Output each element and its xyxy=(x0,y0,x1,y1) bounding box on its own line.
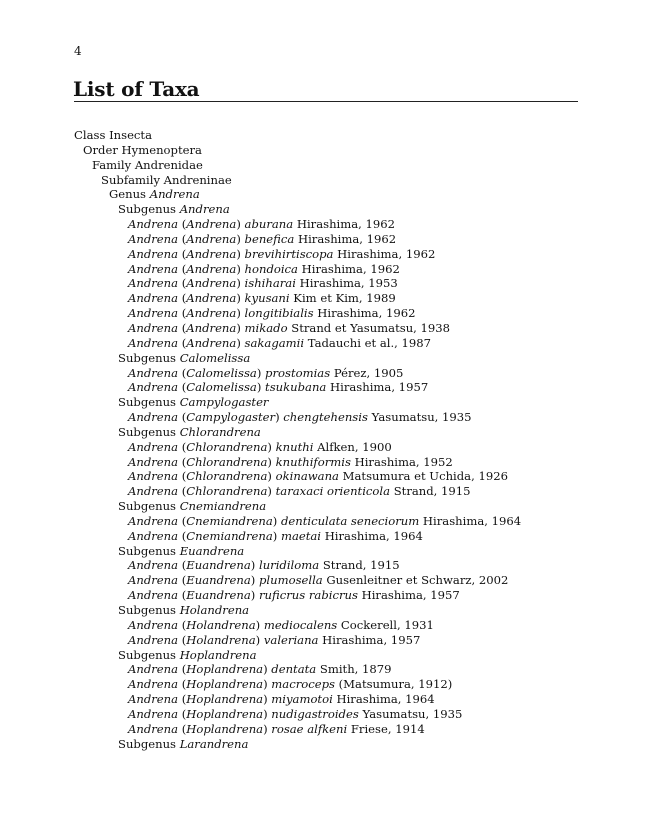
taxon-text: ( xyxy=(178,721,187,736)
taxon-name-italic: Hoplandrena xyxy=(186,706,264,721)
taxon-text: ( xyxy=(178,454,187,469)
taxon-name-italic: Larandrena xyxy=(179,736,249,751)
taxon-name-italic: Andrena xyxy=(149,187,200,202)
taxon-text: Yasumatsu, 1935 xyxy=(358,706,463,721)
taxon-text: Hirashima, 1952 xyxy=(350,454,453,469)
taxon-name-italic: Andrena xyxy=(128,692,179,707)
subgenus-entry xyxy=(74,425,521,440)
taxon-name-italic: Andrena xyxy=(128,231,179,246)
taxon-text: ( xyxy=(178,469,187,484)
taxon-name-italic: Andrena xyxy=(128,320,179,335)
taxon-text: ( xyxy=(178,706,187,721)
taxon-text: ) xyxy=(267,469,276,484)
taxon-name-italic: Holandrena xyxy=(186,632,256,647)
taxon-name-italic: Andrena xyxy=(128,469,179,484)
taxon-text: ( xyxy=(178,365,187,380)
taxon-text: Smith, 1879 xyxy=(316,662,392,677)
taxon-name-italic: Andrena xyxy=(186,320,237,335)
taxon-name-italic: aburana xyxy=(244,217,294,232)
taxon-text: Subgenus xyxy=(118,350,180,365)
page-title: List of Taxa xyxy=(73,77,200,101)
page-number: 4 xyxy=(74,44,82,58)
species-entry xyxy=(74,677,521,692)
taxon-name-italic: mikado xyxy=(244,320,288,335)
taxon-name-italic: denticulata seneciorum xyxy=(280,513,420,528)
taxon-text: Subgenus xyxy=(118,499,180,514)
taxon-name-italic: Holandrena xyxy=(186,617,256,632)
taxon-name-italic: Andrena xyxy=(128,306,179,321)
taxon-name-italic: Andrena xyxy=(128,706,179,721)
taxon-text: Yasumatsu, 1935 xyxy=(367,410,472,425)
taxon-text: Alfken, 1900 xyxy=(313,439,392,454)
taxon-text: Subgenus xyxy=(118,603,180,617)
taxon-name-italic: Euandrena xyxy=(186,588,251,603)
taxon-text: ( xyxy=(178,573,187,588)
species-entry xyxy=(74,514,521,529)
taxon-text: ) xyxy=(267,484,276,499)
species-entry xyxy=(74,217,521,232)
species-entry xyxy=(74,692,521,707)
species-entry xyxy=(74,618,521,633)
taxon-text: Strand et Yasumatsu, 1938 xyxy=(287,320,451,335)
species-entry xyxy=(74,410,521,425)
taxon-text: Genus xyxy=(109,187,150,202)
taxon-text: ( xyxy=(178,410,187,425)
taxon-name-italic: Andrena xyxy=(128,662,179,677)
species-entry xyxy=(74,276,521,291)
taxon-name-italic: Andrena xyxy=(186,231,237,246)
subgenus-entry xyxy=(74,351,521,366)
taxon-name-italic: Euandrena xyxy=(179,543,245,558)
taxon-name-italic: chengtehensis xyxy=(283,410,368,425)
species-entry xyxy=(74,232,521,247)
taxon-name-italic: Cnemiandrena xyxy=(186,513,273,528)
taxon-name-italic: Andrena xyxy=(128,588,179,603)
taxon-name-italic: Andrena xyxy=(186,276,237,291)
taxon-text: ) xyxy=(272,528,281,543)
taxa-list xyxy=(74,128,521,751)
taxon-text: ( xyxy=(178,261,187,276)
taxon-name-italic: Calomelissa xyxy=(186,380,257,395)
taxon-text: ( xyxy=(178,588,187,603)
subgenus-entry xyxy=(74,499,521,514)
taxon-text: (Matsumura, 1912) xyxy=(334,677,453,692)
taxon-text: ) xyxy=(263,692,272,707)
taxon-text: ) xyxy=(263,706,272,721)
taxon-text: ) xyxy=(263,662,272,677)
taxon-text: ( xyxy=(178,291,187,306)
species-entry xyxy=(74,262,521,277)
taxon-name-italic: Andrena xyxy=(128,335,179,350)
taxon-name-italic: Hoplandrena xyxy=(186,662,264,677)
taxon-text: ) xyxy=(256,365,266,380)
taxon-name-italic: maetai xyxy=(280,528,322,543)
taxon-name-italic: longitibialis xyxy=(244,306,314,321)
taxon-text: Subgenus xyxy=(118,424,180,439)
taxon-name-italic: Andrena xyxy=(186,335,237,350)
taxon-name-italic: Andrena xyxy=(128,439,179,454)
species-entry xyxy=(74,440,521,455)
taxon-text: ( xyxy=(178,662,187,677)
taxon-name-italic: Andrena xyxy=(186,261,237,276)
taxon-name-italic: Andrena xyxy=(186,217,237,232)
class-entry xyxy=(74,128,521,143)
taxon-name-italic: Andrena xyxy=(128,677,179,692)
taxon-text: Gusenleitner et Schwarz, 2002 xyxy=(322,573,509,588)
taxon-text: ( xyxy=(178,617,187,632)
species-entry xyxy=(74,247,521,262)
taxon-text: Hirashima, 1962 xyxy=(333,246,436,261)
taxon-name-italic: Andrena xyxy=(128,484,179,499)
taxon-text: Hirashima, 1957 xyxy=(357,588,460,603)
taxon-text: ( xyxy=(178,306,187,321)
taxon-text: ( xyxy=(178,692,187,707)
species-entry xyxy=(74,558,521,573)
taxon-text: Hirashima, 1957 xyxy=(318,632,421,647)
taxon-text: Hirashima, 1962 xyxy=(294,231,397,246)
taxon-text: ( xyxy=(178,513,187,528)
taxon-name-italic: Andrena xyxy=(128,513,179,528)
taxon-text: Strand, 1915 xyxy=(390,484,471,499)
taxon-text: Hirashima, 1964 xyxy=(419,513,522,528)
taxon-text: ( xyxy=(178,632,187,647)
taxon-name-italic: valeriana xyxy=(263,632,319,647)
taxon-text: ) xyxy=(236,320,245,335)
species-entry xyxy=(74,529,521,544)
taxon-name-italic: Hoplandrena xyxy=(186,721,264,736)
taxon-text: ( xyxy=(178,246,187,261)
taxon-name-italic: Andrena xyxy=(128,558,179,573)
taxon-name-italic: Andrena xyxy=(128,291,179,306)
taxon-text: Hirashima, 1962 xyxy=(297,261,400,276)
species-entry xyxy=(74,306,521,321)
taxon-name-italic: Andrena xyxy=(128,261,179,276)
taxon-name-italic: Andrena xyxy=(128,632,179,647)
taxon-text: ( xyxy=(178,320,187,335)
taxon-name-italic: Campylogaster xyxy=(179,395,269,410)
taxon-name-italic: knuthi xyxy=(275,439,314,454)
taxon-name-italic: Andrena xyxy=(128,721,179,736)
taxon-name-italic: miyamotoi xyxy=(271,692,333,707)
taxon-name-italic: Andrena xyxy=(186,291,237,306)
taxon-name-italic: ruficrus rabicrus xyxy=(259,588,358,603)
taxon-text: ) xyxy=(236,231,245,246)
species-entry xyxy=(74,588,521,603)
taxon-name-italic: Andrena xyxy=(186,306,237,321)
taxon-text: ) xyxy=(236,335,245,350)
taxon-text: ( xyxy=(178,335,187,350)
taxon-text: Tadauchi et al., 1987 xyxy=(304,335,432,350)
taxon-name-italic: ishiharai xyxy=(244,276,296,291)
taxon-text: Subgenus xyxy=(118,395,180,410)
taxon-text: Order Hymenoptera xyxy=(83,142,202,157)
taxon-name-italic: Chlorandrena xyxy=(179,424,261,439)
title-rule xyxy=(74,101,578,102)
taxon-name-italic: Chlorandrena xyxy=(186,484,268,499)
taxon-name-italic: Chlorandrena xyxy=(186,439,268,454)
taxon-text: ) xyxy=(267,454,276,469)
taxon-name-italic: Andrena xyxy=(128,276,179,291)
taxon-name-italic: Andrena xyxy=(128,454,179,469)
taxon-name-italic: prostomias xyxy=(265,365,331,380)
taxon-text: ) xyxy=(250,558,259,573)
taxon-name-italic: dentata xyxy=(271,662,317,677)
taxon-text: ) xyxy=(255,617,264,632)
species-entry xyxy=(74,455,521,470)
taxon-text: Subgenus xyxy=(118,202,180,217)
species-entry xyxy=(74,469,521,484)
species-entry xyxy=(74,366,521,381)
taxon-text: Subgenus xyxy=(118,736,180,751)
taxon-text: ( xyxy=(178,231,187,246)
taxon-text: ( xyxy=(178,217,187,232)
taxon-name-italic: Campylogaster xyxy=(186,410,276,425)
taxon-name-italic: Andrena xyxy=(128,528,179,543)
taxon-text: ( xyxy=(178,380,187,395)
taxon-text: ) xyxy=(250,573,259,588)
taxon-name-italic: macroceps xyxy=(271,677,335,692)
taxon-text: Subgenus xyxy=(118,647,180,662)
taxon-text: ) xyxy=(236,246,245,261)
species-entry xyxy=(74,321,521,336)
taxon-name-italic: Hoplandrena xyxy=(186,692,264,707)
taxon-text: ( xyxy=(178,677,187,692)
taxon-text: ( xyxy=(178,484,187,499)
subgenus-entry xyxy=(74,737,521,752)
subgenus-entry xyxy=(74,603,521,618)
species-entry xyxy=(74,573,521,588)
taxon-name-italic: Andrena xyxy=(179,202,230,217)
taxon-name-italic: luridiloma xyxy=(259,558,320,573)
subfamily-entry xyxy=(74,173,521,188)
species-entry xyxy=(74,707,521,722)
taxon-text: Cockerell, 1931 xyxy=(337,617,434,632)
taxon-name-italic: Chlorandrena xyxy=(186,469,268,484)
taxon-name-italic: Cnemiandrena xyxy=(186,528,273,543)
taxon-text: Hirashima, 1964 xyxy=(332,692,435,707)
subgenus-entry xyxy=(74,395,521,410)
taxon-text: ) xyxy=(236,306,245,321)
taxon-name-italic: Andrena xyxy=(128,217,179,232)
taxon-name-italic: Euandrena xyxy=(186,573,251,588)
taxon-text: ( xyxy=(178,276,187,291)
taxon-name-italic: Andrena xyxy=(128,410,179,425)
taxon-text: ) xyxy=(267,439,276,454)
taxon-name-italic: Cnemiandrena xyxy=(179,499,267,514)
species-entry xyxy=(74,336,521,351)
taxon-text: ) xyxy=(263,721,272,736)
taxon-name-italic: nudigastroides xyxy=(271,706,359,721)
taxon-text: Hirashima, 1964 xyxy=(321,528,423,543)
species-entry xyxy=(74,380,521,395)
taxon-name-italic: Euandrena xyxy=(186,558,251,573)
taxon-name-italic: Calomelissa xyxy=(179,350,251,365)
taxon-text: ) xyxy=(236,217,245,232)
taxon-name-italic: Hoplandrena xyxy=(186,677,264,692)
subgenus-entry xyxy=(74,544,521,559)
taxon-text: Strand, 1915 xyxy=(319,558,400,573)
taxon-text: ( xyxy=(178,558,187,573)
taxon-name-italic: sakagamii xyxy=(244,335,305,350)
species-entry xyxy=(74,484,521,499)
taxon-text: Kim et Kim, 1989 xyxy=(289,291,396,306)
taxon-name-italic: rosae alfkeni xyxy=(271,721,348,736)
subgenus-entry xyxy=(74,648,521,663)
taxon-text: Hirashima, 1962 xyxy=(293,217,396,232)
taxon-name-italic: brevihirtiscopa xyxy=(244,246,334,261)
species-entry xyxy=(74,633,521,648)
taxon-name-italic: Andrena xyxy=(128,365,179,380)
taxon-name-italic: Andrena xyxy=(128,380,179,395)
taxon-text: Class Insecta xyxy=(74,128,152,142)
taxon-text: ) xyxy=(256,380,266,395)
taxon-name-italic: Calomelissa xyxy=(186,365,257,380)
species-entry xyxy=(74,722,521,737)
taxon-name-italic: tsukubana xyxy=(265,380,327,395)
taxon-name-italic: knuthiformis xyxy=(275,454,351,469)
taxon-text: Friese, 1914 xyxy=(347,721,425,736)
taxon-name-italic: Andrena xyxy=(128,573,179,588)
taxon-name-italic: Holandrena xyxy=(179,603,250,617)
taxon-name-italic: mediocalens xyxy=(263,617,338,632)
taxon-text: ) xyxy=(255,632,264,647)
taxon-name-italic: kyusani xyxy=(244,291,290,306)
taxon-name-italic: plumosella xyxy=(259,573,323,588)
taxon-text: ( xyxy=(178,528,187,543)
taxon-name-italic: Andrena xyxy=(128,246,179,261)
taxon-text: ) xyxy=(275,410,284,425)
taxon-name-italic: benefica xyxy=(244,231,295,246)
taxon-name-italic: Hoplandrena xyxy=(179,647,257,662)
species-entry xyxy=(74,662,521,677)
taxon-text: ) xyxy=(250,588,259,603)
taxon-text: Family Andrenidae xyxy=(92,157,203,172)
taxon-text: ( xyxy=(178,439,187,454)
taxon-text: Hirashima, 1962 xyxy=(313,306,416,321)
taxon-name-italic: okinawana xyxy=(275,469,339,484)
taxon-text: ) xyxy=(236,291,245,306)
genus-entry xyxy=(74,187,521,202)
taxon-text: Hirashima, 1957 xyxy=(326,380,429,395)
taxon-text: Hirashima, 1953 xyxy=(295,276,398,291)
order-entry xyxy=(74,143,521,158)
taxon-text: ) xyxy=(263,677,272,692)
taxon-name-italic: taraxaci orienticola xyxy=(275,484,391,499)
taxon-text: Pérez, 1905 xyxy=(330,365,404,380)
taxon-text: ) xyxy=(272,513,281,528)
taxon-text: ) xyxy=(236,261,245,276)
subgenus-entry xyxy=(74,202,521,217)
taxon-text: Subfamily Andreninae xyxy=(101,172,232,187)
taxon-text: ) xyxy=(236,276,245,291)
species-entry xyxy=(74,291,521,306)
taxon-name-italic: hondoica xyxy=(244,261,298,276)
family-entry xyxy=(74,158,521,173)
taxon-text: Matsumura et Uchida, 1926 xyxy=(338,469,508,484)
taxon-text: Subgenus xyxy=(118,543,180,558)
taxon-name-italic: Chlorandrena xyxy=(186,454,268,469)
taxon-name-italic: Andrena xyxy=(186,246,237,261)
taxon-name-italic: Andrena xyxy=(128,617,179,632)
